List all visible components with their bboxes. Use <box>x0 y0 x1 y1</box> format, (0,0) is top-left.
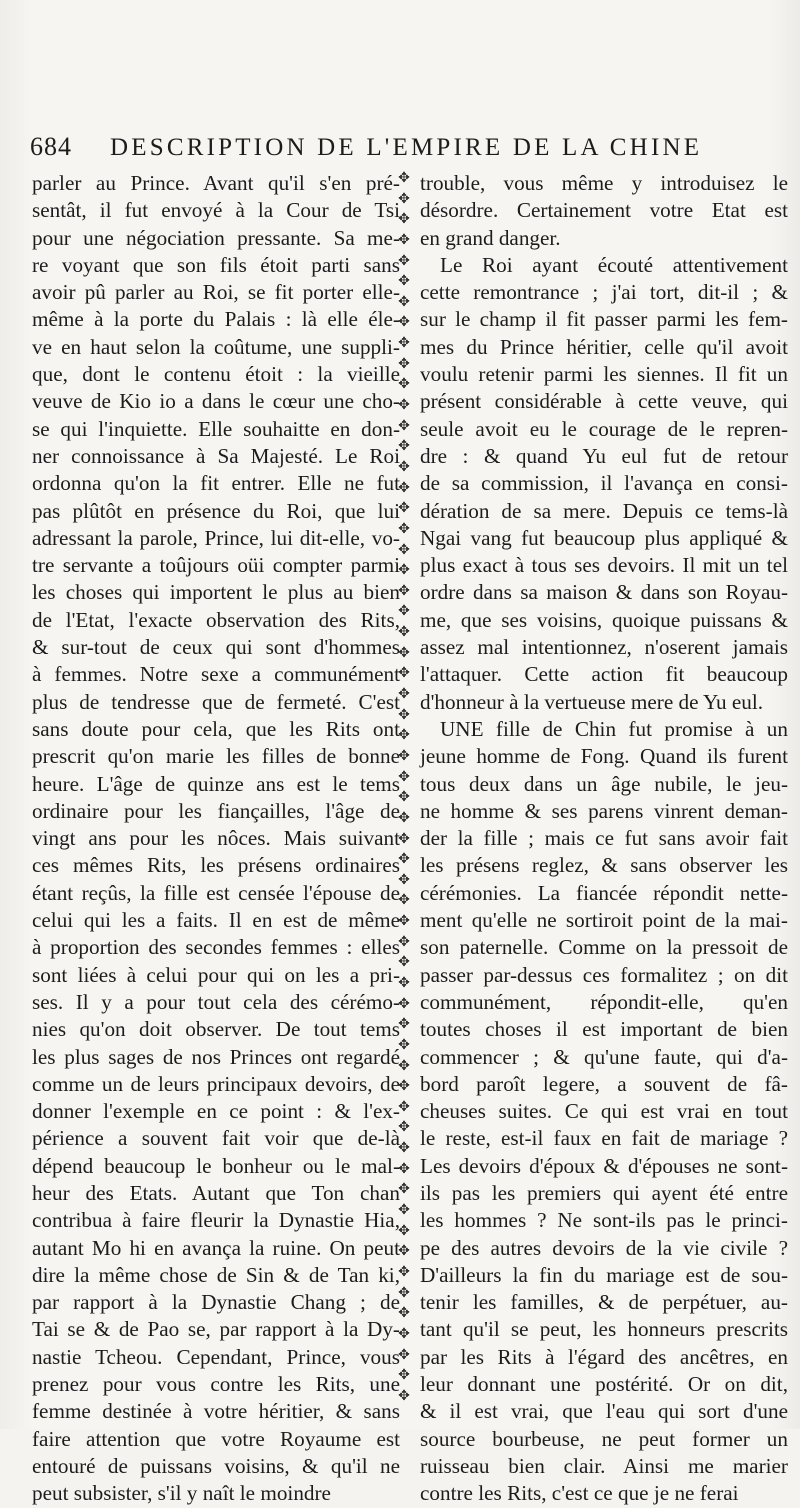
ornament-glyph: ✥ <box>398 171 410 186</box>
text-line: Tai se & de Pao se, par rapport à la Dy- <box>32 1317 400 1342</box>
ornament-glyph: ✥ <box>398 645 410 661</box>
text-line: à proportion des secondes femmes : elles <box>32 935 400 960</box>
text-line: dre : & quand Yu eul fut de retour <box>420 443 788 468</box>
ornament-glyph: ✥ <box>398 232 410 248</box>
ornament-glyph: ✥ <box>398 439 410 455</box>
text-line: pe des autres devoirs de la vie civile ? <box>420 1235 788 1260</box>
text-line: leur donnant une postérité. Or on dit, <box>420 1372 788 1397</box>
ornament-glyph: ✥ <box>398 521 410 537</box>
ornament-glyph: ✥ <box>398 1347 410 1363</box>
ornament-glyph: ✥ <box>398 1058 410 1074</box>
ornament-glyph: ✥ <box>398 398 410 414</box>
text-line: cheuses suites. Ce qui est vrai en tout <box>420 1099 788 1124</box>
ornament-glyph: ✥ <box>398 274 410 290</box>
text-line: seule avoit eu le courage de le repren- <box>420 416 788 441</box>
text-line: cette remontrance ; j'ai tort, dit-il ; & <box>420 280 788 305</box>
text-line: sont liées à celui pour qui on les a pri- <box>32 962 400 987</box>
ornament-glyph: ✥ <box>398 501 410 517</box>
ornament-glyph: ✥ <box>398 707 410 723</box>
text-line: le reste, est-il faux en fait de mariage ? <box>420 1126 788 1151</box>
text-line: cérémonies. La fiancée répondit nette- <box>420 880 788 905</box>
ornament-glyph: ✥ <box>398 1326 410 1342</box>
ornament-glyph: ✥ <box>398 872 410 888</box>
ornament-glyph: ✥ <box>398 315 410 331</box>
ornament-glyph: ✥ <box>398 377 410 393</box>
page-number: 684 <box>30 132 72 161</box>
ornament-glyph: ✥ <box>398 769 410 785</box>
text-line: de l'Etat, l'exacte observation des Rits, <box>32 607 400 632</box>
text-line: autant Mo hi en avança la ruine. On peut <box>32 1235 400 1260</box>
text-line: contre les Rits, c'est ce que je ne ferai <box>420 1481 739 1506</box>
text-line: ruisseau bien clair. Ainsi me marier <box>420 1453 788 1478</box>
ornament-glyph: ✥ <box>398 1079 410 1095</box>
ornament-glyph: ✥ <box>398 852 410 868</box>
text-line: source bourbeuse, ne peut former un <box>420 1426 788 1451</box>
text-line: tous deux dans un âge nubile, le jeu- <box>420 771 788 796</box>
text-line: ces mêmes Rits, les présens ordinaires <box>32 853 400 878</box>
text-line: prenez pour vous contre les Rits, une <box>32 1372 400 1397</box>
text-line: présent considérable à cette veuve, qui <box>420 389 788 414</box>
text-line: tant qu'il se peut, les honneurs prescrits <box>420 1317 788 1342</box>
text-line: toutes choses il est important de bien <box>420 1017 788 1042</box>
ornament-glyph: ✥ <box>398 480 410 496</box>
text-line: sentât, il fut envoyé à la Cour de Tsi <box>32 198 400 223</box>
text-line: adressant la parole, Prince, lui dit-elle, vo- <box>32 525 400 550</box>
text-line: heur des Etats. Autant que Ton chan <box>32 1180 400 1205</box>
column-divider-ornament <box>397 172 411 1404</box>
ornament-glyph: ✥ <box>398 728 410 744</box>
text-line: désordre. Certainement votre Etat est <box>420 198 788 223</box>
text-line: ordonna qu'on la fit entrer. Elle ne fut <box>32 471 400 496</box>
text-line: Les devoirs d'époux & d'épouses ne sont- <box>420 1153 788 1178</box>
text-line: D'ailleurs la fin du mariage est de sou- <box>420 1262 788 1287</box>
ornament-glyph: ✥ <box>398 459 410 475</box>
text-line: dération de sa mere. Depuis ce tems-là <box>420 498 788 523</box>
text-line: Ngai vang fut beaucoup plus appliqué & <box>420 525 788 550</box>
ornament-glyph: ✥ <box>398 914 410 930</box>
ornament-glyph: ✥ <box>398 542 410 558</box>
text-line: & il est vrai, que l'eau qui sort d'une <box>420 1399 788 1424</box>
ornament-glyph: ✥ <box>398 687 410 703</box>
text-line: passer par-dessus ces formalitez ; on dit <box>420 962 788 987</box>
ornament-glyph: ✥ <box>398 1306 410 1322</box>
text-line: étant reçûs, la fille est censée l'épouse de <box>32 880 400 905</box>
text-line: les hommes ? Ne sont-ils pas le princi- <box>420 1208 788 1233</box>
text-line: sur le champ il fit passer parmi les fem- <box>420 307 788 332</box>
ornament-glyph: ✥ <box>398 1141 410 1157</box>
text-line: bord paroît legere, a souvent de fâ- <box>420 1071 788 1096</box>
text-line: les choses qui importent le plus au bien <box>32 580 400 605</box>
text-line: celui qui les a faits. Il en est de même <box>32 908 400 933</box>
text-line: pas plûtôt en présence du Roi, que lui <box>32 498 400 523</box>
text-line: jeune homme de Fong. Quand ils furent <box>420 744 788 769</box>
text-line: d'honneur à la vertueuse mere de Yu eul. <box>420 689 764 714</box>
text-line: ne homme & ses parens vinrent deman- <box>420 798 788 823</box>
text-line: de sa commission, il l'avança en consi- <box>420 471 788 496</box>
text-line: donner l'exemple en ce point : & l'ex- <box>32 1099 400 1124</box>
text-line: l'attaquer. Cette action fit beaucoup <box>420 662 788 687</box>
text-line: dépend beaucoup le bonheur ou le mal- <box>32 1153 400 1178</box>
text-line: prescrit qu'on marie les filles de bonne <box>32 744 400 769</box>
ornament-glyph: ✥ <box>398 356 410 372</box>
ornament-glyph: ✥ <box>398 934 410 950</box>
text-line: trouble, vous même y introduisez le <box>420 171 788 195</box>
text-line: assez mal intentionnez, n'oserent jamais <box>420 635 788 660</box>
text-line: que, dont le contenu étoit : la vieille <box>32 362 400 387</box>
right-text-column <box>420 170 788 1508</box>
text-line: Le Roi ayant écouté attentivement <box>440 252 788 277</box>
ornament-glyph: ✥ <box>398 563 410 579</box>
text-line: tenir les familles, & de perpétuer, au- <box>420 1290 788 1315</box>
ornament-glyph: ✥ <box>398 583 410 599</box>
text-line: parler au Prince. Avant qu'il s'en pré- <box>32 171 400 195</box>
text-line: entouré de puissans voisins, & qu'il ne <box>32 1453 400 1478</box>
text-line: ordre dans sa maison & dans son Royau- <box>420 580 788 605</box>
text-line: ment qu'elle ne sortiroit point de la mai- <box>420 908 788 933</box>
text-line: nies qu'on doit observer. De tout tems <box>32 1017 400 1042</box>
text-line: par rapport à la Dynastie Chang ; de <box>32 1290 400 1315</box>
text-line: plus exact à tous ses devoirs. Il mit un tel <box>420 553 788 578</box>
text-line: sans doute pour cela, que les Rits ont <box>32 716 400 741</box>
ornament-glyph: ✥ <box>398 790 410 806</box>
left-text-column <box>32 170 400 1508</box>
text-line: mes du Prince héritier, celle qu'il avoit <box>420 334 788 359</box>
ornament-glyph: ✥ <box>398 831 410 847</box>
text-line: commencer ; & qu'une faute, qui d'a- <box>420 1044 788 1069</box>
text-line: UNE fille de Chin fut promise à un <box>440 716 788 741</box>
ornament-glyph: ✥ <box>398 1037 410 1053</box>
text-line: même à la porte du Palais : là elle éle- <box>32 307 400 332</box>
ornament-glyph: ✥ <box>398 1161 410 1177</box>
ornament-glyph: ✥ <box>398 1388 410 1404</box>
text-line: der la fille ; mais ce fut sans avoir fait <box>420 826 788 851</box>
ornament-glyph: ✥ <box>398 1223 410 1239</box>
ornament-glyph: ✥ <box>398 1203 410 1219</box>
ornament-glyph: ✥ <box>398 1120 410 1136</box>
running-title: DESCRIPTION DE L'EMPIRE DE LA CHINE <box>110 134 703 161</box>
text-line: peut subsister, s'il y naît le moindre <box>32 1481 331 1506</box>
text-line: dire la même chose de Sin & de Tan ki, <box>32 1262 400 1287</box>
text-line: communément, répondit-elle, qu'en <box>420 989 788 1014</box>
ornament-glyph: ✥ <box>398 1182 410 1198</box>
text-line: comme un de leurs principaux devoirs, de <box>32 1071 400 1096</box>
ornament-glyph: ✥ <box>398 975 410 991</box>
ornament-glyph: ✥ <box>398 748 410 764</box>
text-line: ordinaire pour les fiançailles, l'âge de <box>32 798 400 823</box>
text-line: veuve de Kio io a dans le cœur une cho- <box>32 389 400 414</box>
ornament-glyph: ✥ <box>398 212 410 228</box>
text-line: les plus sages de nos Princes ont regardé <box>32 1044 400 1069</box>
text-line: plus de tendresse que de fermeté. C'est <box>32 689 400 714</box>
ornament-glyph: ✥ <box>398 1285 410 1301</box>
ornament-glyph: ✥ <box>398 955 410 971</box>
text-line: par les Rits à l'égard des ancêtres, en <box>420 1344 788 1369</box>
ornament-glyph: ✥ <box>398 1368 410 1384</box>
text-line: ve en haut selon la coûtume, une suppli- <box>32 334 400 359</box>
text-line: pour une négociation pressante. Sa me- <box>32 225 400 250</box>
ornament-glyph: ✥ <box>398 604 410 620</box>
text-line: ses. Il y a pour tout cela des cérémo- <box>32 989 400 1014</box>
text-line: & sur-tout de ceux qui sont d'hommes <box>32 635 400 660</box>
page-header <box>30 132 770 168</box>
ornament-glyph: ✥ <box>398 294 410 310</box>
text-line: vingt ans pour les nôces. Mais suivant <box>32 826 400 851</box>
ornament-glyph: ✥ <box>398 418 410 434</box>
text-line: re voyant que son fils étoit parti sans <box>32 252 400 277</box>
text-line: me, que ses voisins, quoique puissans & <box>420 607 788 632</box>
text-line: heure. L'âge de quinze ans est le tems <box>32 771 400 796</box>
ornament-glyph: ✥ <box>398 191 410 207</box>
text-line: ner connoissance à Sa Majesté. Le Roi <box>32 443 400 468</box>
text-line: les présens reglez, & sans observer les <box>420 853 788 878</box>
ornament-glyph: ✥ <box>398 625 410 641</box>
text-line: à femmes. Notre sexe a communément <box>32 662 400 687</box>
ornament-glyph: ✥ <box>398 1264 410 1280</box>
ornament-glyph: ✥ <box>398 1017 410 1033</box>
text-line: nastie Tcheou. Cependant, Prince, vous <box>32 1344 400 1369</box>
text-line: ils pas les premiers qui ayent été entre <box>420 1180 788 1205</box>
ornament-glyph: ✥ <box>398 253 410 269</box>
text-line: voulu retenir parmi les siennes. Il fit un <box>420 362 788 387</box>
text-line: en grand danger. <box>420 225 561 250</box>
ornament-glyph: ✥ <box>398 666 410 682</box>
text-line: se qui l'inquiette. Elle souhaitte en don- <box>32 416 400 441</box>
text-line: avoir pû parler au Roi, se fit porter elle- <box>32 280 400 305</box>
text-line: périence a souvent fait voir que de-là <box>32 1126 400 1151</box>
text-line: faire attention que votre Royaume est <box>32 1426 400 1451</box>
ornament-glyph: ✥ <box>398 336 410 352</box>
text-line: femme destinée à votre héritier, & sans <box>32 1399 400 1424</box>
ornament-glyph: ✥ <box>398 893 410 909</box>
ornament-glyph: ✥ <box>398 1244 410 1260</box>
text-line: contribua à faire fleurir la Dynastie Hia, <box>32 1208 400 1233</box>
ornament-glyph: ✥ <box>398 996 410 1012</box>
ornament-glyph: ✥ <box>398 810 410 826</box>
text-line: son paternelle. Comme on la pressoit de <box>420 935 788 960</box>
text-line: tre servante a toûjours oüi compter parmi <box>32 553 400 578</box>
ornament-glyph: ✥ <box>398 1099 410 1115</box>
